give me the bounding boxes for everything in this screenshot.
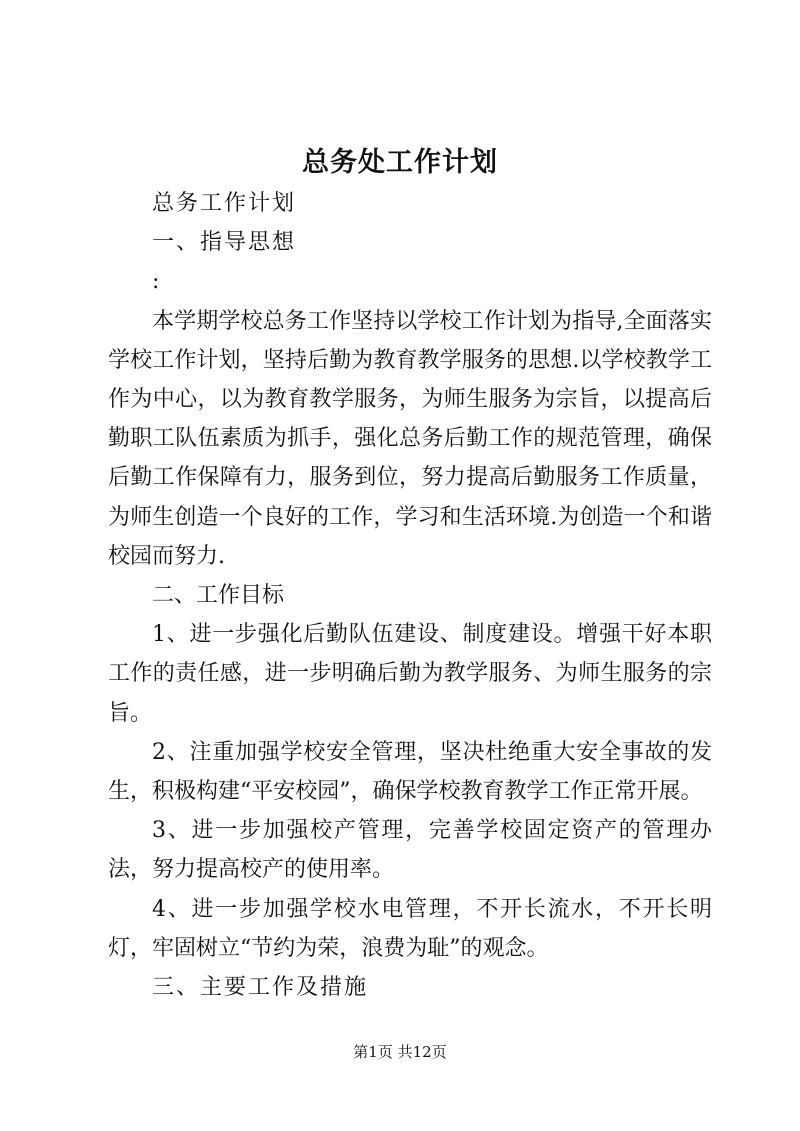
document-body: [108, 184, 712, 1007]
paragraph-colon: :: [152, 269, 160, 295]
document-title: 总务处工作计划: [302, 147, 498, 178]
paragraph-goal-4: 4、进一步加强学校水电管理，不开长流水，不开长明灯，牢固树立“节约为荣，浪费为耻”的观念。: [108, 896, 712, 961]
paragraph-goal-2: 2、注重加强学校安全管理，坚决杜绝重大安全事故的发生，积极构建“平安校园”，确保学校教育教学工作正常开展。: [108, 739, 712, 805]
page-footer: 第1页 共12页: [353, 1043, 447, 1061]
section-heading-main-work: 三、主要工作及措施: [152, 975, 369, 1001]
paragraph-subtitle: 总务工作计划: [152, 191, 297, 216]
section-heading-work-goals: 二、工作目标: [152, 583, 285, 609]
paragraph-goal-1: 1、进一步强化后勤队伍建设、制度建设。增强干好本职工作的责任感，进一步明确后勤为教学服务、为师生服务的宗旨。: [108, 622, 712, 726]
paragraph-goal-3: 3、进一步加强校产管理，完善学校固定资产的管理办法，努力提高校产的使用率。: [108, 818, 712, 883]
paragraph-guiding-ideology: 本学期学校总务工作坚持以学校工作计划为指导,全面落实学校工作计划，坚持后勤为教育教学服务的思想.以学校教学工作为中心，以为教育教学服务，为师生服务为宗旨，以提高后勤职工队伍素质为抓手，强化总务后勤工作的规范管理，确保后勤工作保障有力，服务到位，努力提高后勤服务工作质量，为师生创造一个良好的工作，学习和生活环境.为创造一个和谐校园而努力.: [108, 308, 712, 569]
section-heading-guiding-ideology: 一、指导思想: [152, 230, 297, 256]
